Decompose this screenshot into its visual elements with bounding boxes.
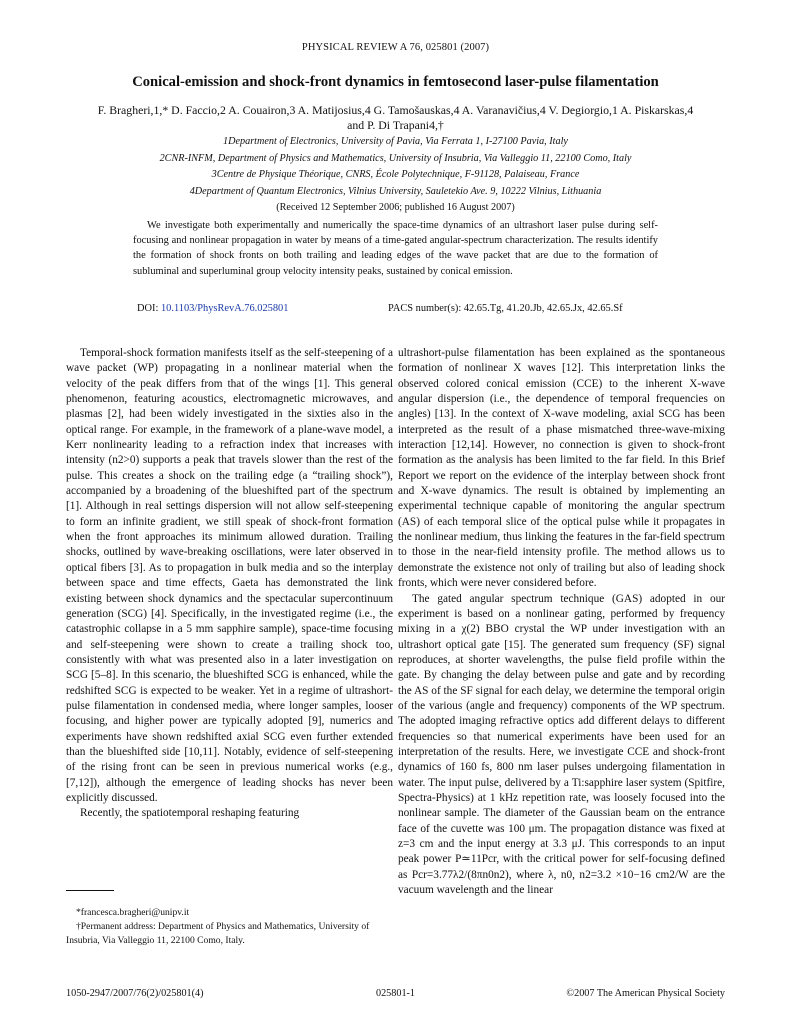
pacs-numbers: PACS number(s): 42.65.Tg, 41.20.Jb, 42.65.Jx, 42.65.Sf	[388, 303, 623, 314]
affiliation-4: 4Department of Quantum Electronics, Vilnius University, Sauletekio Ave. 9, 10222 Vilnius, Lithuania	[189, 185, 602, 197]
author-list	[40, 103, 751, 133]
footnote-rule	[66, 890, 114, 891]
doi-link[interactable]: 10.1103/PhysRevA.76.025801	[160, 303, 289, 314]
paper-title: Conical-emission and shock-front dynamics in femtosecond laser-pulse filamentation	[132, 74, 659, 90]
affiliation-1: 1Department of Electronics, University of Pavia, Via Ferrata 1, I-27100 Pavia, Italy	[223, 136, 568, 147]
footnotes	[66, 906, 393, 948]
footnote-email: *francesca.bragheri@unipv.it	[76, 907, 190, 918]
running-head: PHYSICAL REVIEW A 76, 025801 (2007)	[301, 42, 490, 53]
left-column	[66, 346, 393, 822]
authors-line-1: F. Bragheri,1,* D. Faccio,2 A. Couairon,3 A. Matijosius,4 G. Tamošauskas,4 A. Varanavičius,4 V. Degiorgio,1 A. Piskarskas,4	[97, 103, 694, 117]
paragraph-gas: The gated angular spectrum technique (GAS) adopted in our experiment is based on a nonlinear gating, performed by frequency mixing in a χ(2) BBO crystal the WP under investigation with an ultrashort optical gate [15]. The generated sum frequency (SF) signal reproduces, at shorter wavelengths, the pulse field profile within the gate. By changing the delay between pulse and gate and by recording the AS of the SF signal for each delay, we determine the temporal origin of the various (angle and frequency) components of the WP spectrum. The adopted imaging refractive optics add different delays to different frequencies so that numerical experiments have been used for an interpretation of the results. Here, we investigate CCE and shock-front dynamics of 160 fs, 800 nm laser pulses undergoing filamentation in water. The input pulse, delivered by a Ti:sapphire laser system (Spitfire, Spectra-Physics) at 1 kHz repetition rate, was loosely focused into the nonlinear sample. The diameter of the Gaussian beam on the entrance face of the cuvette was 100 μm. The propagation distance was fixed at z=3 cm and the input energy at 3.3 μJ. This corresponds to an input peak power P≃11Pcr, with the critical power for self-focusing defined as Pcr=3.77λ2/(8πn0n2), where λ, n0, n2=3.2 ×10−16 cm2/W are the vacuum wavelength and the linear	[398, 592, 725, 897]
affiliations	[40, 134, 751, 217]
authors-line-2: and P. Di Trapani4,†	[347, 118, 444, 132]
right-column	[398, 346, 725, 898]
paragraph-continued: ultrashort-pulse filamentation has been explained as the spontaneous formation of nonlinear X waves [12]. This interpretation links the observed colored conical emission (CCE) to the inherent X-wave angular dispersion (i.e., the dependence of temporal frequencies on angles) [13]. In the context of X-wave modeling, axial SCG has been interpreted as the result of a phase mismatched three-wave-mixing interaction [12,14]. However, no connection is given to shock-front formation as the analysis has been limited to the far field. In this Brief Report we report on the evidence of the interplay between shock front and X-wave dynamics. The result is obtained by implementing an experimental technique capable of monitoring the angular spectrum (AS) of each temporal slice of the optical pulse while it propagates in the nonlinear medium, thus linking the features in the far-field spectrum to those in the near-field intensity profile. The method allows us to demonstrate the existence not only of trailing but also of leading shock fronts, which were never considered before.	[398, 347, 725, 590]
affiliation-2: 2CNR-INFM, Department of Physics and Mathematics, University of Insubria, Via Valleggio 11, 22100 Como, Italy	[159, 152, 632, 164]
paragraph-intro: Temporal-shock formation manifests itself as the self-steepening of a wave packet (WP) propagating in a nonlinear material when the velocity of the peak differs from that of the wings [1]. This general phenomenon, featuring acoustics, electromagnetic microwaves, and plasmas [2], had been widely investigated in the sixties also in the optical range. For example, in the framework of a plane-wave model, a Kerr nonlinearity leading to a refraction index that increases with intensity (n2>0) supports a peak that travels slower than the rest of the pulse. This creates a shock on the trailing edge (a “trailing shock”), accompanied by a broadening of the blueshifted part of the spectrum [1]. Although in real settings dispersion will not allow self-steepening to form an infinite gradient, we still speak of shock-front formation when the front approaches its minimum allowed duration. Trailing shocks, outlined by wave-breaking oscillations, were later observed in optical fibers [3]. As to propagation in bulk media and so the interplay between space and time effects, Gaeta has demonstrated the link existing between shock dynamics and the spectacular supercontinuum generation (SCG) [4]. Specifically, in the investigated regime (i.e., the catastrophic collapse in a 5 mm sapphire sample), space-time focusing and self-steepening were shown to create a trailing shock too, consistently with what was presented also in a later investigation on SCG [5–8]. In this scenario, the blueshifted SCG is enhanced, while the redshifted SCG is expected to be weaker. Yet in a regime of ultrashort-pulse filamentation in condensed media, where longer samples, looser focusing, and higher power are typically adopted [9], numerics and experiments have shown redshifted axial SCG even further extended than the blueshifted side [10,11]. Notably, evidence of self-steepening of the rising front can be seen in previous numerical works (e.g., [7,12]), although the emergence of leading shocks has never been explicitly discussed.	[66, 347, 393, 804]
footer-issn: 1050-2947/2007/76(2)/025801(4)	[66, 988, 204, 999]
received-dates: (Received 12 September 2006; published 16 August 2007)	[276, 202, 515, 213]
affiliation-3: 3Centre de Physique Théorique, CNRS, École Polytechnique, F-91128, Palaiseau, France	[211, 169, 580, 180]
abstract: We investigate both experimentally and numerically the space-time dynamics of an ultrashort laser pulse during self-focusing and nonlinear propagation in water by means of a time-gated angular-spectrum characterization. The results identify the formation of shock fronts on both trailing and leading edges of the wave packet that are due to the formation of subluminal and superluminal group velocity intensity peaks, sustained by conical emission.	[133, 220, 658, 277]
footer-page-number: 025801-1	[375, 988, 416, 999]
footnote-permanent-address: †Permanent address: Department of Physics and Mathematics, University of Insubria, Via Valleggio 11, 22100 Como, Italy.	[66, 921, 370, 946]
paragraph-recently: Recently, the spatiotemporal reshaping featuring	[80, 807, 300, 820]
doi-line	[137, 303, 288, 314]
footer-copyright: ©2007 The American Physical Society	[566, 988, 725, 999]
doi-label: DOI:	[137, 303, 159, 314]
